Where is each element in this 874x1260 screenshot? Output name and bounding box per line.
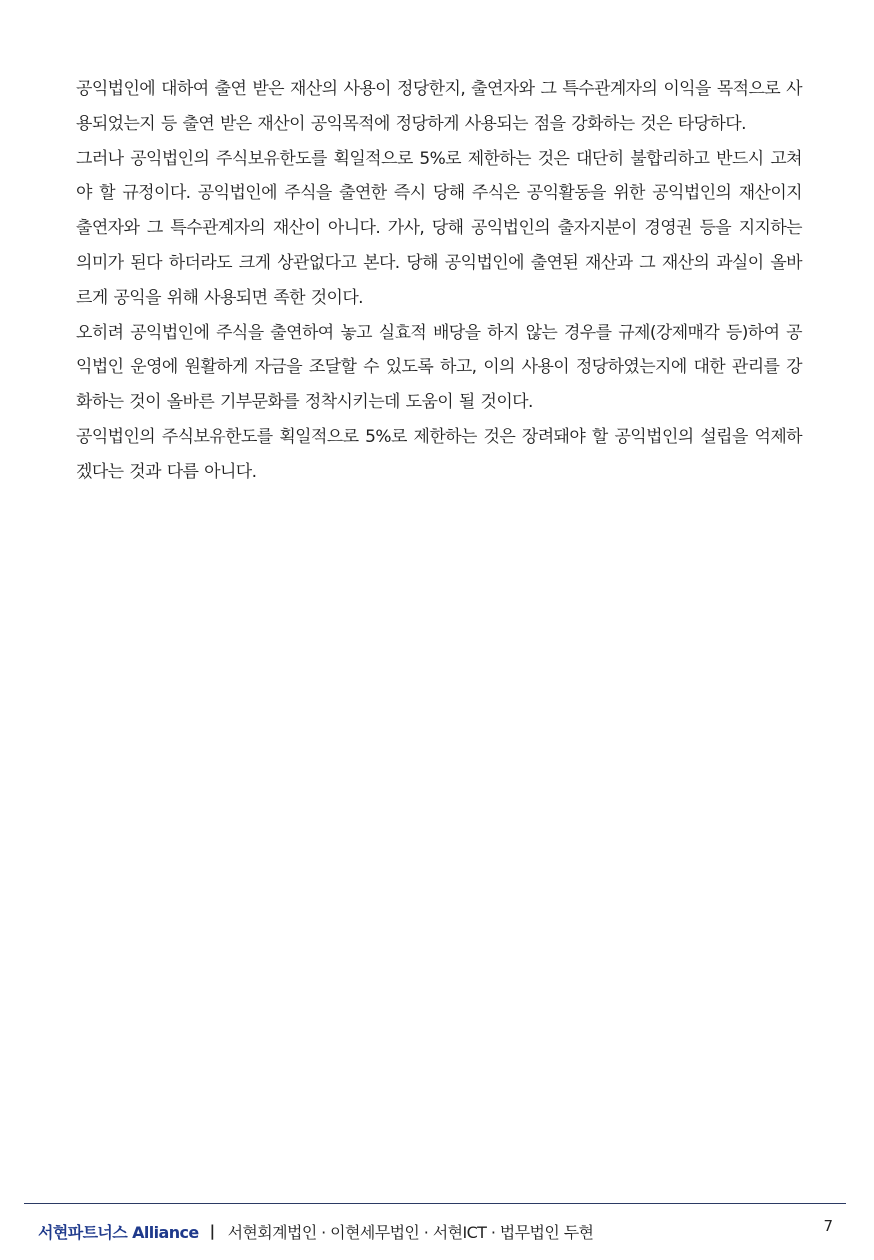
footer-divider bbox=[24, 1203, 846, 1204]
paragraph-1: 공익법인에 대하여 출연 받은 재산의 사용이 정당한지, 출연자와 그 특수관계자의 이익을 목적으로 사용되었는지 등 출연 받은 재산이 공익목적에 정당하게 사용되는 점을 강화하는 것은 타당하다. bbox=[76, 79, 802, 134]
paragraph-2: 그러나 공익법인의 주식보유한도를 획일적으로 5%로 제한하는 것은 대단히 불합리하고 반드시 고쳐야 할 규정이다. 공익법인에 주식을 출연한 즉시 당해 주식은 공익활동을 위한 공익법인의 재산이지 출연자와 그 특수관계자의 재산이 아니다. 가사, 당해 공익법인의 출자지분이 경영권 등을 지지하는 의미가 된다 하더라도 크게 상관없다고 본다. 당해 공익법인에 출연된 재산과 그 재산의 과실이 올바르게 공익을 위해 사용되면 족한 것이다. bbox=[76, 148, 802, 308]
footer-separator: | bbox=[209, 1222, 215, 1240]
page-number: 7 bbox=[823, 1217, 833, 1235]
paragraph-4: 공익법인의 주식보유한도를 획일적으로 5%로 제한하는 것은 장려돼야 할 공익법인의 설립을 억제하겠다는 것과 다름 아니다. bbox=[76, 426, 802, 482]
footer-affiliates: 서현회계법인 · 이현세무법인 · 서현ICT · 법무법인 두현 bbox=[227, 1222, 594, 1242]
footer-brand: 서현파트너스 Alliance bbox=[38, 1222, 199, 1242]
body-text bbox=[76, 72, 802, 490]
paragraph-3: 오히려 공익법인에 주식을 출연하여 놓고 실효적 배당을 하지 않는 경우를 규제(강제매각 등)하여 공익법인 운영에 원활하게 자금을 조달할 수 있도록 하고, 이의 사용이 정당하였는지에 대한 관리를 강화하는 것이 올바른 기부문화를 정착시키는데 도움이 될 것이다. bbox=[76, 322, 802, 413]
page-footer bbox=[38, 1219, 593, 1243]
